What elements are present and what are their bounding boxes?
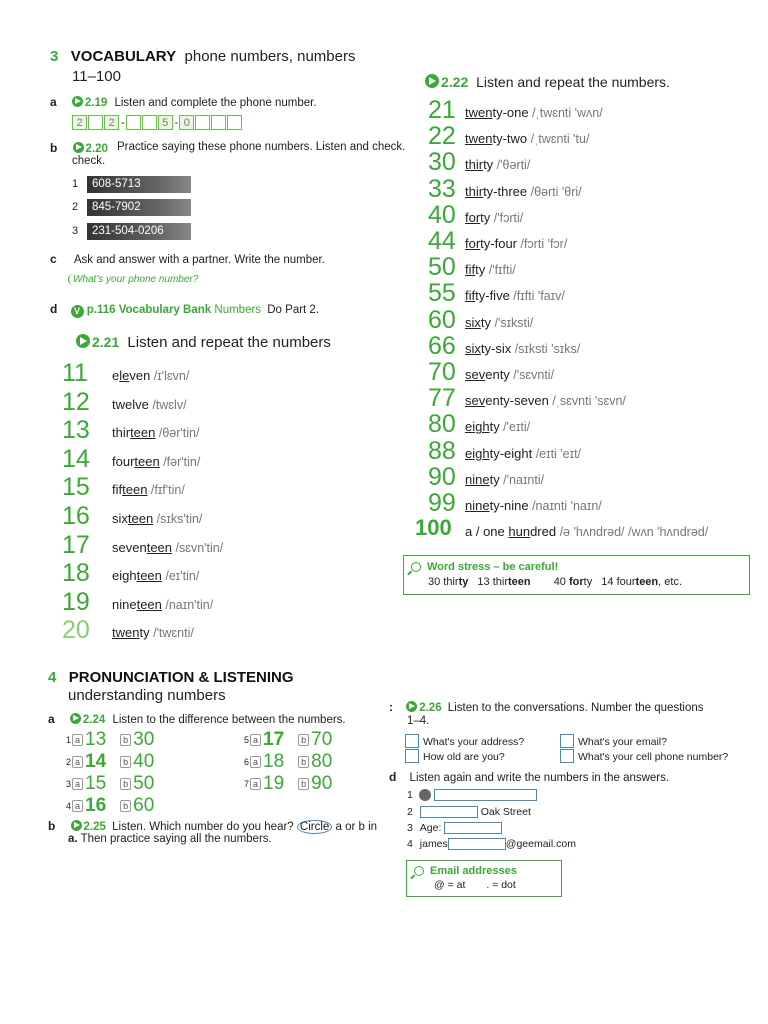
option-b-box[interactable]: b: [298, 778, 309, 790]
number-figure: 21: [428, 96, 456, 124]
listen-222-header: [425, 74, 670, 90]
answer-number: 4: [407, 838, 413, 850]
word-part: eigh: [112, 568, 137, 584]
word-part: ty-three: [483, 183, 528, 199]
number-word: [465, 446, 581, 461]
section-number: 3: [50, 48, 59, 65]
number-figure: 44: [428, 227, 456, 255]
section-title: PRONUNCIATION & LISTENING: [68, 669, 294, 686]
stressed-syllable: nine: [465, 471, 490, 487]
exercise-instruction: Listen again and write the numbers in the answers.: [409, 772, 670, 784]
word-part: ty: [483, 157, 494, 173]
audio-icon[interactable]: [73, 142, 84, 153]
number-figure: 16: [62, 502, 90, 530]
option-a-box[interactable]: a: [72, 800, 83, 812]
question-text: What's your email?: [578, 736, 667, 748]
listen-221-header: [76, 334, 331, 351]
magnifier-icon: [414, 866, 424, 876]
dash-separator: -: [121, 116, 125, 129]
number-word: [112, 397, 187, 412]
pronunciation: /'fɔrti/: [490, 210, 524, 225]
tip-dot: . = dot: [486, 879, 516, 891]
number-box[interactable]: [405, 734, 419, 748]
answer-input[interactable]: [444, 822, 502, 834]
number-figure: 80: [428, 410, 456, 439]
word-part: six: [112, 511, 128, 526]
pronunciation: /naɪnti 'naɪn/: [528, 499, 602, 513]
word-part: thir: [112, 425, 131, 441]
tip-item: 30 thirty: [428, 576, 469, 588]
option-a-box[interactable]: a: [250, 734, 261, 746]
magnifier-icon: [411, 562, 421, 572]
audio-icon[interactable]: [406, 701, 417, 712]
number-box[interactable]: [560, 749, 574, 763]
number-word: [465, 419, 530, 434]
number-figure: 66: [428, 331, 456, 360]
word-part: dred: [530, 524, 557, 540]
number-word: [112, 625, 194, 640]
number-word: [465, 315, 533, 330]
word-part: ty-six: [480, 340, 512, 356]
answer-number: 3: [407, 822, 413, 834]
phone-number-bar: 231-504-0206: [87, 223, 191, 240]
circle-word: Circle: [297, 820, 332, 834]
number-word: [465, 210, 523, 225]
word-part: e: [112, 368, 120, 383]
pronunciation: /'naɪnti/: [499, 472, 545, 487]
number-figure: 13: [62, 416, 90, 445]
tip-title: Email addresses: [430, 865, 517, 877]
answer-suffix: @geemail.com: [505, 838, 576, 850]
number-figure: 18: [62, 559, 90, 588]
vocabulary-bank-icon: V: [71, 305, 84, 318]
number-pair: [244, 773, 332, 795]
pronunciation: /twɛlv/: [148, 397, 187, 412]
stressed-syllable: thir: [465, 157, 484, 173]
question-item[interactable]: [405, 747, 505, 765]
number-word: [465, 157, 530, 172]
phone-number-boxes: [72, 114, 243, 132]
pair-index: 1: [66, 735, 72, 745]
stressed-syllable: nine: [465, 498, 490, 513]
phone-item-number: 3: [72, 225, 79, 237]
answer-input[interactable]: [420, 806, 478, 818]
pronunciation: /'fɪfti/: [485, 263, 516, 278]
number-figure: 70: [428, 358, 456, 386]
audio-icon[interactable]: [71, 820, 82, 831]
exercise-4b: [48, 819, 377, 833]
exercise-letter: b: [50, 141, 58, 155]
tip-item: 14 fourteen, etc.: [601, 576, 682, 588]
number-word: [112, 511, 202, 526]
word-part: enty-seven: [485, 393, 549, 409]
word-part: enty: [485, 367, 510, 382]
digit-box[interactable]: [126, 115, 141, 130]
exercise-instruction: Then practice saying all the numbers.: [80, 833, 272, 845]
exercise-letter: c: [50, 252, 57, 266]
number-figure: 11: [62, 359, 88, 387]
pronunciation: /θər'tin/: [155, 426, 200, 441]
stressed-syllable: teen: [146, 539, 173, 555]
stressed-syllable: twen: [465, 131, 493, 147]
number-word: [465, 367, 554, 382]
exercise-4b-line2: [68, 833, 272, 845]
digit-box: 0: [179, 115, 194, 130]
option-b-number[interactable]: 40: [133, 751, 155, 772]
audio-icon[interactable]: [76, 334, 90, 348]
pair-index: 3: [66, 779, 72, 789]
word-part: seven: [112, 539, 147, 555]
pronunciation: /eɪti 'eɪt/: [532, 446, 582, 461]
tip-items: [434, 879, 516, 891]
word-stress-tip: [403, 555, 750, 595]
number-figure: 40: [428, 200, 456, 229]
question-text: What's your address?: [423, 736, 525, 748]
question-text: What's your cell phone number?: [578, 751, 729, 763]
dash-separator: -: [174, 116, 179, 129]
number-word: [465, 341, 580, 356]
word-part: ty: [489, 471, 500, 487]
pronunciation: /fɔrti 'fɔr/: [517, 237, 568, 251]
word-part: ty-four: [480, 236, 518, 251]
pair-index: 6: [244, 757, 250, 767]
listen-instruction: Listen and repeat the numbers: [127, 334, 331, 351]
exercise-instruction: Ask and answer with a partner. Write the number.: [73, 254, 325, 266]
option-a-number[interactable]: 19: [263, 773, 285, 794]
pronunciation: /'sɪksti/: [491, 315, 534, 330]
exercise-instruction-cont: 1–4.: [407, 715, 430, 727]
number-word: [465, 262, 516, 277]
option-b-box[interactable]: b: [120, 734, 131, 746]
stressed-syllable: for: [465, 209, 481, 225]
stressed-syllable: fif: [465, 288, 476, 304]
number-word: [465, 236, 567, 251]
stressed-syllable: teen: [122, 482, 148, 498]
number-pair: [244, 729, 332, 751]
tip-items: [428, 576, 682, 588]
tip-item: 40 forty: [553, 576, 593, 588]
stressed-syllable: twen: [112, 625, 140, 641]
answer-2: [407, 806, 531, 818]
number-figure: 55: [428, 279, 456, 308]
phone-item-number: 1: [72, 178, 79, 190]
exercise-3d: [50, 302, 319, 318]
number-pair: [66, 795, 154, 817]
number-box[interactable]: [560, 734, 574, 748]
stressed-syllable: fif: [465, 262, 476, 278]
option-a-number[interactable]: 16: [85, 795, 107, 816]
exercise-4d: [389, 770, 669, 784]
number-pair: [66, 729, 154, 751]
word-part: four: [112, 453, 135, 469]
pronunciation: /'θərti/: [493, 158, 531, 173]
number-word: [112, 597, 213, 612]
digit-box: 2: [104, 115, 119, 130]
number-word: [465, 288, 565, 303]
number-figure: 12: [62, 387, 90, 416]
pronunciation: /ˌsɛvnti 'sɛvn/: [548, 394, 626, 409]
number-figure: 19: [62, 587, 90, 616]
pronunciation: /fɪf'tin/: [147, 483, 185, 498]
option-b-box[interactable]: b: [298, 734, 309, 746]
option-a-number[interactable]: 17: [263, 729, 285, 750]
word-part: ven: [129, 368, 151, 383]
audio-ref: 2.20: [85, 143, 108, 155]
word-part: ty: [489, 419, 500, 435]
word-part: ty: [480, 209, 491, 225]
digit-box: 5: [158, 115, 173, 130]
audio-icon[interactable]: [70, 713, 81, 724]
number-figure: 60: [428, 305, 456, 334]
word-part: ty-nine: [489, 498, 529, 513]
section-subtitle-line2: 11–100: [72, 68, 121, 85]
vocab-bank-topic: Numbers: [214, 304, 262, 316]
digit-box[interactable]: [195, 115, 210, 130]
number-figure: 100: [415, 515, 452, 541]
answer-prefix: Age:: [419, 822, 442, 834]
audio-icon[interactable]: [425, 74, 439, 88]
letter-a: a.: [68, 833, 78, 845]
answer-number: 1: [407, 789, 413, 801]
section-4-header: [48, 669, 294, 687]
number-pair: [244, 751, 332, 773]
stressed-syllable: sev: [465, 367, 486, 382]
section-3-header: [50, 48, 355, 66]
number-word: [465, 105, 603, 120]
answer-input[interactable]: [434, 789, 537, 801]
exercise-3a: [50, 95, 317, 109]
phone-item-number: 2: [72, 201, 79, 213]
stressed-syllable: hun: [508, 524, 531, 540]
exercise-3c: [50, 252, 325, 266]
stressed-syllable: teen: [134, 453, 160, 469]
option-a-box[interactable]: a: [250, 756, 261, 768]
pronunciation: /naɪn'tin/: [161, 597, 214, 612]
pair-index: 2: [66, 757, 72, 767]
number-word: [112, 482, 185, 497]
stressed-syllable: teen: [136, 568, 162, 584]
exercise-instruction: Practice saying these phone numbers. Listen and check.: [117, 141, 406, 153]
stressed-syllable: six: [465, 314, 481, 330]
option-b-number[interactable]: 30: [133, 729, 155, 750]
answer-4: [407, 838, 576, 850]
word-part: ty-one: [492, 105, 529, 120]
exercise-instruction: Listen to the difference between the numbers.: [112, 714, 346, 726]
audio-ref: 2.25: [83, 821, 106, 833]
word-part: nine: [112, 596, 137, 612]
digit-box: 2: [72, 115, 87, 130]
answer-3: [407, 822, 502, 834]
section-subtitle: phone numbers, numbers: [184, 48, 356, 65]
number-word: [465, 524, 708, 539]
pronunciation: /fɪfti 'faɪv/: [509, 289, 565, 304]
stressed-syllable: eigh: [465, 419, 490, 435]
word-part: ty: [475, 262, 486, 278]
answer-prefix: james: [419, 838, 448, 850]
option-a-number[interactable]: 18: [263, 751, 285, 772]
exercise-instruction: Listen to the conversations. Number the questions: [447, 702, 704, 714]
pronunciation: /sɛvn'tin/: [172, 540, 224, 555]
pronunciation: /θərti 'θri/: [527, 184, 582, 199]
section-subtitle: understanding numbers: [68, 687, 226, 704]
stressed-syllable: teen: [130, 425, 156, 441]
pronunciation: /ə 'hʌndrəd/ /wʌn 'hʌndrəd/: [556, 525, 709, 540]
email-tip: [406, 860, 562, 897]
option-a-box[interactable]: a: [72, 778, 83, 790]
option-b-box[interactable]: b: [120, 756, 131, 768]
number-word: [112, 368, 189, 383]
stressed-syllable: six: [465, 340, 481, 356]
audio-ref: 2.19: [84, 97, 108, 109]
exercise-letter: :: [389, 700, 393, 714]
number-word: [465, 131, 589, 146]
word-part: fif: [112, 482, 123, 498]
option-b-number[interactable]: 60: [133, 795, 155, 816]
number-figure: 22: [428, 122, 456, 151]
stressed-syllable: sev: [465, 393, 486, 409]
stressed-syllable: twen: [465, 105, 493, 120]
number-pair: [66, 773, 154, 795]
exercise-letter: a: [48, 712, 55, 726]
number-figure: 77: [428, 384, 456, 413]
exercise-instruction: Listen and complete the phone number.: [114, 97, 317, 109]
answer-1: [407, 789, 537, 801]
digit-box[interactable]: [227, 115, 242, 130]
number-figure: 90: [428, 462, 456, 491]
pronunciation: /eɪ'tin/: [161, 569, 200, 584]
option-a-box[interactable]: a: [250, 778, 261, 790]
exercise-letter: a: [50, 95, 57, 109]
option-a-number[interactable]: 15: [85, 773, 107, 794]
exercise-letter: b: [48, 819, 56, 833]
speech-bubble: What's your phone number?: [68, 274, 198, 285]
word-part: ty-eight: [489, 445, 533, 461]
number-word: [112, 454, 200, 469]
number-figure: 17: [62, 530, 90, 559]
pronunciation: /'eɪti/: [499, 420, 531, 435]
tip-title: Word stress – be careful!: [427, 561, 559, 573]
listen-instruction: Listen and repeat the numbers.: [476, 74, 670, 90]
number-word: [465, 498, 602, 513]
number-figure: 88: [428, 436, 456, 465]
number-word: [465, 393, 626, 408]
audio-ref: 2.22: [441, 74, 469, 90]
stressed-syllable: eigh: [465, 445, 490, 461]
number-figure: 15: [62, 473, 90, 502]
question-text: How old are you?: [423, 751, 505, 763]
pronunciation: /sɪks'tin/: [153, 512, 203, 526]
exercise-instruction-cont: check.: [72, 155, 106, 167]
answer-suffix: Oak Street: [480, 806, 531, 818]
exercise-letter: d: [50, 302, 58, 316]
pronunciation: /ˌtwɛnti 'wʌn/: [528, 106, 603, 120]
tip-item: 13 thirteen: [477, 576, 531, 588]
digit-box[interactable]: [88, 115, 103, 130]
audio-ref: 2.21: [92, 334, 120, 350]
option-b-number[interactable]: 90: [311, 773, 333, 794]
exercise-letter: d: [389, 770, 397, 784]
section-number: 4: [48, 669, 57, 686]
number-pair: [66, 751, 154, 773]
tip-at: @ = at: [434, 879, 466, 891]
stressed-syllable: for: [465, 236, 481, 251]
number-figure: 20: [62, 616, 90, 645]
number-box[interactable]: [405, 749, 419, 763]
number-word: [465, 184, 582, 199]
exercise-instruction: Do Part 2.: [267, 304, 320, 316]
option-a-number[interactable]: 14: [85, 751, 107, 772]
phone-number-bar: 608-5713: [87, 176, 191, 193]
digit-box[interactable]: [211, 115, 226, 130]
stressed-syllable: le: [119, 368, 130, 383]
pronunciation: /sɪksti 'sɪks/: [511, 341, 581, 356]
option-b-number[interactable]: 70: [311, 729, 333, 750]
number-figure: 99: [428, 489, 456, 517]
exercise-4a: [48, 712, 346, 726]
vocab-bank-link[interactable]: p.116 Vocabulary Bank: [86, 304, 212, 316]
option-b-number[interactable]: 50: [133, 773, 155, 794]
stressed-syllable: thir: [465, 183, 484, 199]
word-part: ty-two: [492, 131, 528, 147]
pair-index: 4: [66, 801, 72, 811]
number-figure: 14: [62, 444, 90, 473]
stressed-syllable: teen: [127, 511, 154, 526]
number-figure: 33: [428, 174, 456, 203]
number-word: [112, 425, 199, 440]
number-figure: 50: [428, 253, 456, 282]
number-word: [112, 540, 223, 555]
answer-number: 2: [407, 806, 413, 818]
pair-index: 7: [244, 779, 250, 789]
pronunciation: /'twɛnti/: [149, 626, 194, 641]
answer-input[interactable]: [448, 838, 506, 850]
pronunciation: /fər'tin/: [159, 454, 201, 469]
exercise-instruction: Listen. Which number do you hear?: [112, 821, 294, 833]
pronunciation: /ˌtwɛnti 'tu/: [527, 132, 590, 147]
word-part: ty: [480, 314, 492, 330]
audio-ref: 2.26: [419, 702, 442, 714]
number-word: [112, 568, 199, 583]
word-part: twelve: [112, 396, 149, 412]
number-figure: 30: [428, 148, 456, 177]
option-b-number[interactable]: 80: [311, 751, 333, 772]
option-b-box[interactable]: b: [120, 800, 131, 812]
word-part: ty: [139, 625, 150, 641]
pronunciation: /'sɛvnti/: [509, 368, 555, 382]
option-b-box[interactable]: b: [120, 778, 131, 790]
exercise-4c: [389, 700, 704, 714]
digit-box[interactable]: [142, 115, 157, 130]
pronunciation: /ɪ'lɛvn/: [150, 369, 190, 383]
example-icon: [419, 789, 431, 801]
phone-number-bar: 845-7902: [87, 199, 191, 216]
word-part: a / one: [465, 524, 509, 540]
audio-icon[interactable]: [72, 96, 83, 107]
word-part: ty-five: [475, 288, 510, 304]
audio-ref: 2.24: [82, 714, 106, 726]
section-title: VOCABULARY: [70, 48, 177, 65]
pair-index: 5: [244, 735, 250, 745]
stressed-syllable: teen: [136, 596, 162, 612]
option-a-box[interactable]: a: [72, 734, 83, 746]
number-word: [465, 472, 544, 487]
option-a-box[interactable]: a: [72, 756, 83, 768]
question-item[interactable]: [560, 747, 728, 765]
option-b-box[interactable]: b: [298, 756, 309, 768]
option-a-number[interactable]: 13: [85, 729, 107, 750]
exercise-instruction-after: a or b in: [335, 821, 378, 833]
